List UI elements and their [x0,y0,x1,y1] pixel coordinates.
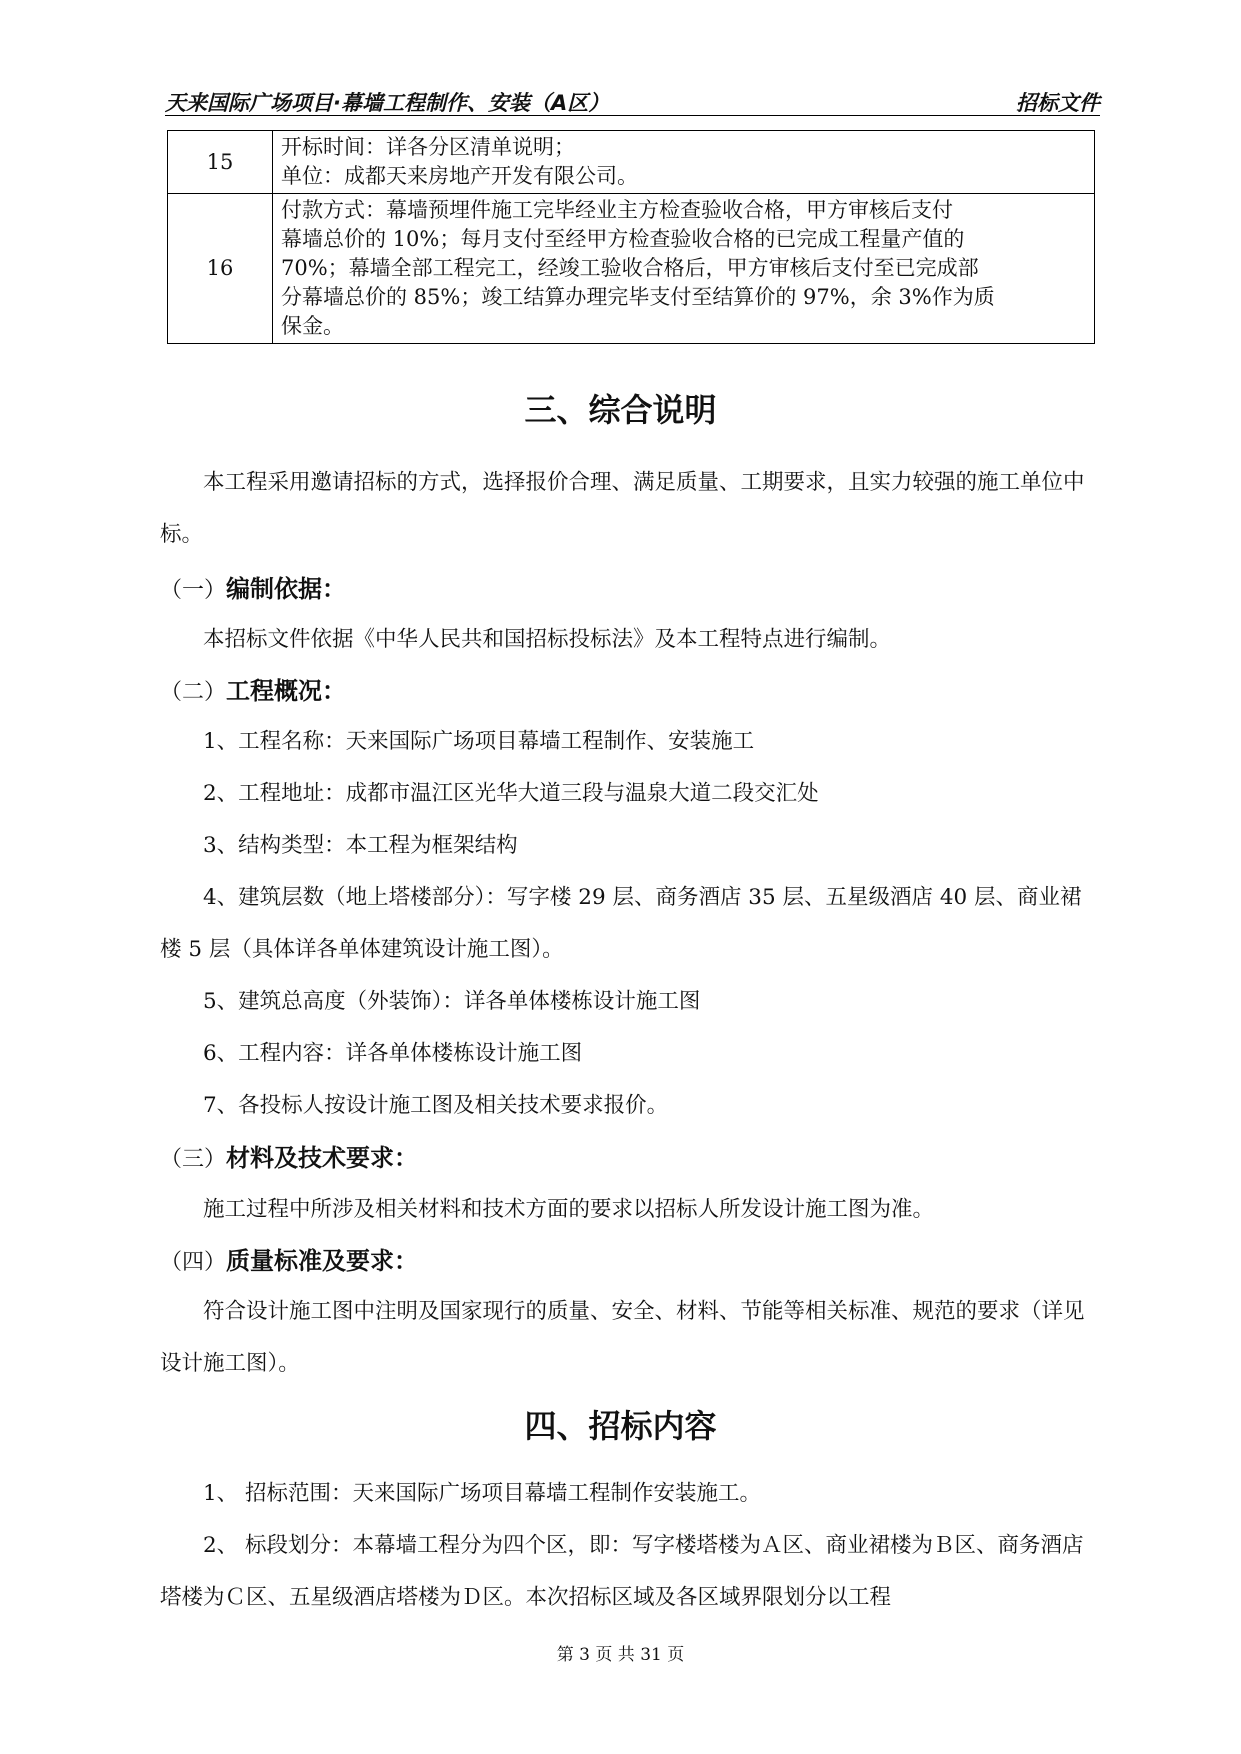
info-table [167,130,1095,344]
overview-item: 2、工程地址：成都市温江区光华大道三段与温泉大道二段交汇处 [203,781,819,806]
page-footer: 第 3 页 共 31 页 [556,1645,685,1665]
section-3-title: 三、综合说明 [524,391,717,429]
row-number: 15 [168,131,273,194]
subsection-4-text: 符合设计施工图中注明及国家现行的质量、安全、材料、节能等相关标准、规范的要求（详见设计施工图）。 [160,1299,1085,1376]
subsection-4-heading [160,1241,418,1276]
subsection-prefix: （二） [160,680,227,705]
overview-item: 7、各投标人按设计施工图及相关技术要求报价。 [203,1093,669,1118]
subsection-title: 质量标准及要求： [226,1247,419,1275]
subsection-3-text: 施工过程中所涉及相关材料和技术方面的要求以招标人所发设计施工图为准。 [203,1197,935,1222]
table-row [168,131,1095,194]
section-4-title: 四、招标内容 [524,1407,717,1445]
overview-item: 5、建筑总高度（外装饰）：详各单体楼栋设计施工图 [203,989,701,1014]
subsection-prefix: （四） [160,1250,227,1275]
row-line: 付款方式：幕墙预埋件施工完毕经业主方检查验收合格，甲方审核后支付 [281,198,953,222]
tender-item: 1、 招标范围：天来国际广场项目幕墙工程制作安装施工。 [203,1481,762,1506]
subsection-1-text: 本招标文件依据《中华人民共和国招标投标法》及本工程特点进行编制。 [203,627,892,652]
subsection-3-heading [160,1138,418,1173]
section-3-intro: 本工程采用邀请招标的方式，选择报价合理、满足质量、工期要求，且实力较强的施工单位中标。 [160,470,1085,547]
subsection-title: 编制依据： [226,575,347,603]
row-line: 分幕墙总价的 85%；竣工结算办理完毕支付至结算价的 97%，余 3%作为质 [281,285,995,309]
subsection-2-heading [160,671,346,706]
row-number: 16 [168,194,273,344]
header-title: 天来国际广场项目·幕墙工程制作、安装（A区） [165,91,610,115]
row-line: 幕墙总价的 10%；每月支付至经甲方检查验收合格的已完成工程量产值的 [281,227,965,251]
subsection-prefix: （三） [160,1147,227,1172]
row-content [273,194,1095,344]
subsection-title: 工程概况： [226,677,347,705]
row-line: 单位：成都天来房地产开发有限公司。 [281,164,638,188]
header-doc-type: 招标文件 [1016,91,1100,115]
overview-item: 1、工程名称：天来国际广场项目幕墙工程制作、安装施工 [203,729,755,754]
table-row [168,194,1095,344]
tender-item: 2、 标段划分：本幕墙工程分为四个区，即：写字楼塔楼为Ａ区、商业裙楼为Ｂ区、商务酒店塔楼为Ｃ区、五星级酒店塔楼为Ｄ区。本次招标区域及各区域界限划分以工程 [160,1533,1084,1610]
subsection-1-heading [160,569,346,604]
row-content [273,131,1095,194]
overview-item: 4、建筑层数（地上塔楼部分）：写字楼 29 层、商务酒店 35 层、五星级酒店 40 层、商业裙楼 5 层（具体详各单体建筑设计施工图）。 [160,885,1082,962]
page-header [165,85,1100,116]
overview-item: 3、结构类型：本工程为框架结构 [203,833,518,858]
subsection-title: 材料及技术要求： [226,1144,419,1172]
overview-item: 6、工程内容：详各单体楼栋设计施工图 [203,1041,583,1066]
row-line: 保金。 [281,314,344,338]
row-line: 开标时间：详各分区清单说明； [281,135,575,159]
row-line: 70%；幕墙全部工程完工，经竣工验收合格后，甲方审核后支付至已完成部 [281,256,979,280]
subsection-prefix: （一） [160,578,227,603]
